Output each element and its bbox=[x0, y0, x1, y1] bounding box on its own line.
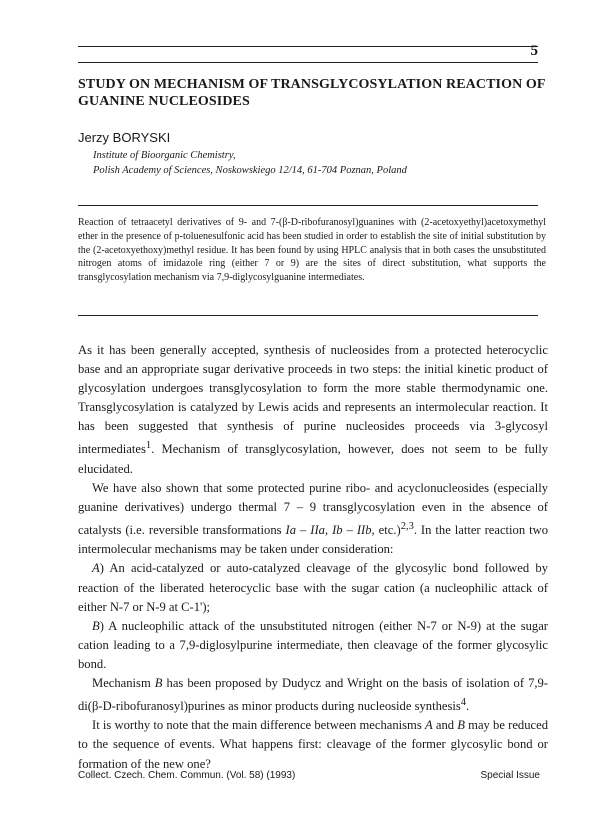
reference-mark: 4 bbox=[460, 697, 467, 709]
author-name: Jerzy BORYSKI bbox=[78, 130, 171, 145]
footer-citation: Collect. Czech. Chem. Commun. (Vol. 58) (1993) bbox=[78, 770, 296, 781]
paragraph: As it has been generally accepted, synthesis of nucleosides from a protected heterocyclic base and an appropriate sugar derivative proceeds in two steps: the initial kinetic product of glycosylation undergoes transglycosylation to form the more stable thermodynamic one. Transglycosylation is catalyzed by Lewis acids and represents an intermolecular reaction. It has been suggested that synthesis of purine nucleosides proceeds via 3-glycosyl intermediates$^1$. Mechanism of transglycosylation, however, does not seem to be fully elucidated. bbox=[78, 343, 548, 476]
paragraph: It is worthy to note that the main difference between mechanisms A and B may be reduced to the sequence of events. What happens first: cleavage of the former glycosylic bond or formation of the new one? bbox=[78, 718, 548, 771]
abstract-top-rule bbox=[78, 205, 538, 206]
page-number: 5 bbox=[530, 43, 538, 59]
paragraph: We have also shown that some protected purine ribo- and acyclonucleosides (especially guanine derivatives) undergo thermal 7 – 9 transglycosylation even in the absence of catalysts (i.e. reversible transformations Ia – IIa, Ib – IIb, etc.)$^{2,3}$. In the latter reaction two intermolecular mechanisms may be taken under consideration: bbox=[78, 480, 549, 557]
top-rule bbox=[78, 46, 538, 47]
affiliation-institute: Institute of Bioorganic Chemistry, bbox=[93, 150, 236, 161]
article-body bbox=[78, 341, 548, 774]
article-title: STUDY ON MECHANISM OF TRANSGLYCOSYLATION REACTION OF GUANINE NUCLEOSIDES bbox=[78, 77, 546, 109]
paragraph-mechanism-b: B) A nucleophilic attack of the unsubstituted nitrogen (either N-7 or N-9) at the sugar cation leading to a 7,9-diglosylpurine intermediate, then cleavage of the former glycosylic bond. bbox=[78, 618, 548, 671]
header-rule bbox=[78, 62, 538, 63]
reference-mark: 1 bbox=[145, 440, 152, 452]
abstract: Reaction of tetraacetyl derivatives of 9- and 7-(β-D-ribofuranosyl)guanines with (2-acetoxyethyl)acetoxymethyl ether in the presence of p-toluenesulfonic acid has been studied in order to establish the site of initial substitution by the (2-acetoxyethoxy)methyl residue. It has been found by using HPLC analysis that in both cases the unsubstituted nitrogen atoms of imidazole ring (either 7 or 9) are the sites of direct substitution, what supports the transglycosylation mechanism via 7,9-diglycosylguanine intermediates. bbox=[78, 217, 546, 284]
affiliation-address: Polish Academy of Sciences, Noskowskiego 12/14, 61-704 Poznan, Poland bbox=[93, 165, 407, 176]
footer-issue: Special Issue bbox=[480, 770, 540, 781]
abstract-bottom-rule bbox=[78, 315, 538, 316]
paragraph: Mechanism B has been proposed by Dudycz and Wright on the basis of isolation of 7,9-di(β-D-ribofuranosyl)purines as minor products during nucleoside synthesis$^4$. bbox=[78, 675, 549, 714]
reference-mark: 2,3 bbox=[400, 521, 414, 533]
paragraph-mechanism-a: A) An acid-catalyzed or auto-catalyzed cleavage of the glycosylic bond followed by reaction of the liberated heterocyclic base with the sugar cation (a nucleophilic attack of either N-7 or N-9 at C-1'); bbox=[78, 561, 548, 614]
